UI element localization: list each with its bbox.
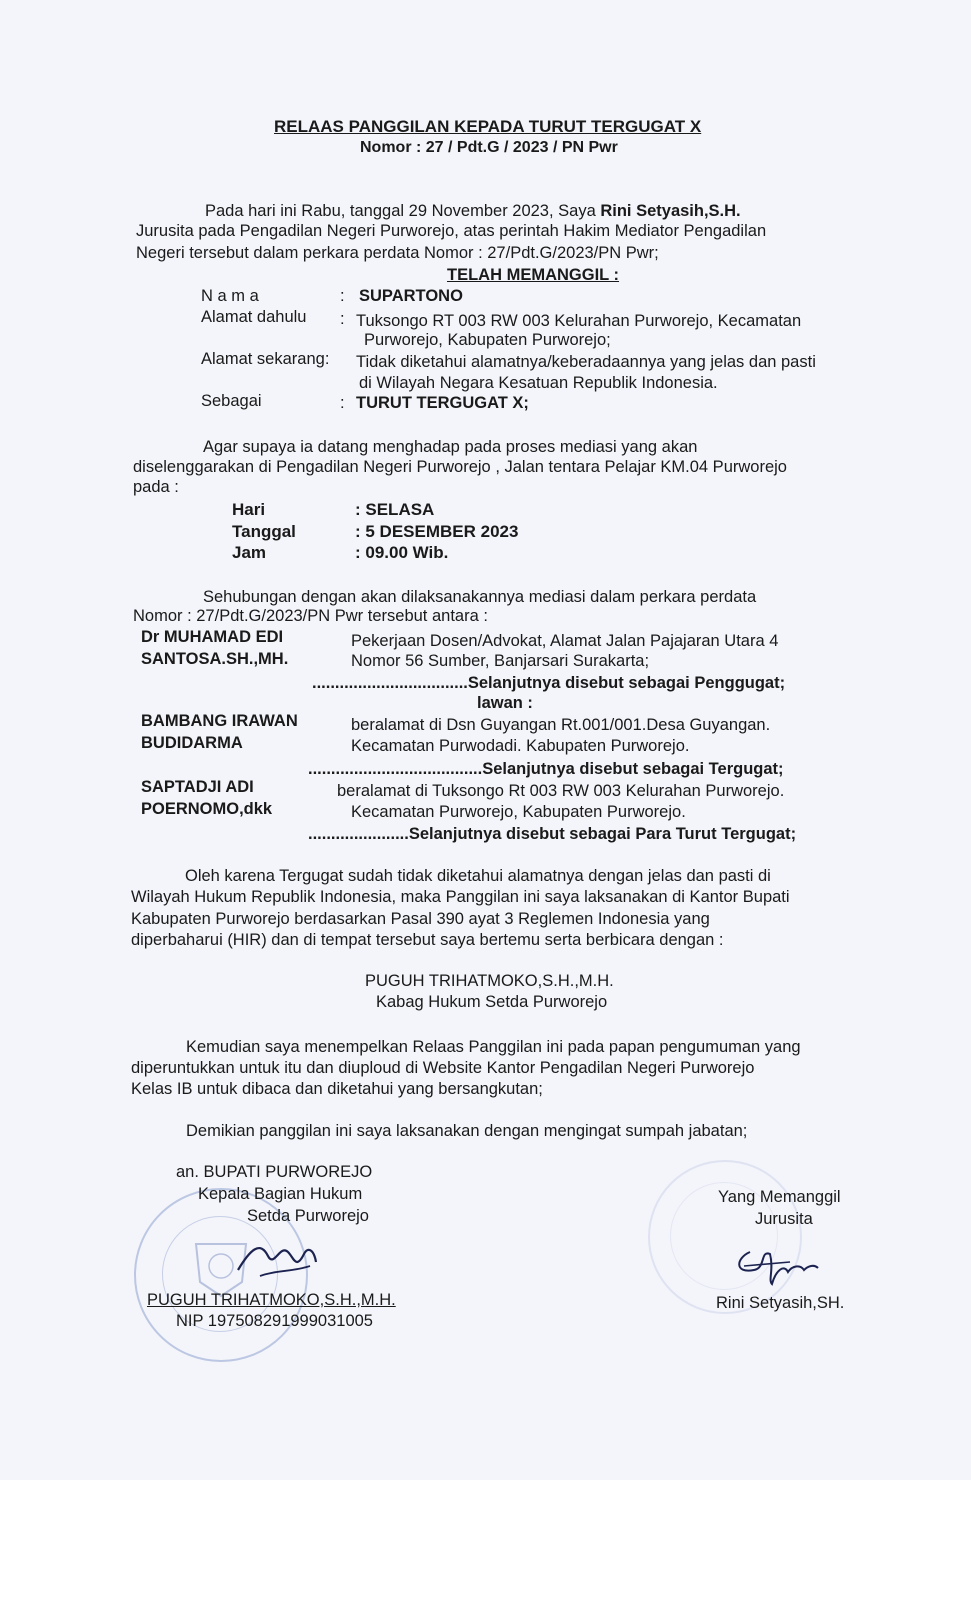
plaintiff-name-2: SANTOSA.SH.,MH. bbox=[141, 650, 289, 668]
plaintiff-dots: .................................. bbox=[312, 674, 468, 692]
name-label: N a m a bbox=[201, 287, 259, 305]
defendant-name-2: BUDIDARMA bbox=[141, 734, 243, 752]
time-value: : 09.00 Wib. bbox=[355, 543, 449, 562]
met-person-position: Kabag Hukum Setda Purworejo bbox=[376, 993, 608, 1011]
sign-left-line-1: an. BUPATI PURWOREJO bbox=[176, 1163, 373, 1181]
defendant-tag: Selanjutnya disebut sebagai Tergugat; bbox=[482, 760, 784, 778]
right-signature-icon bbox=[730, 1240, 820, 1290]
posting-line-3: Kelas IB untuk dibaca dan diketahui yang bersangkutan; bbox=[131, 1080, 543, 1098]
defendant-desc-2: Kecamatan Purwodadi. Kabupaten Purworejo. bbox=[351, 737, 690, 755]
codefendant-desc-2: Kecamatan Purworejo, Kabupaten Purworejo. bbox=[351, 803, 686, 821]
document-number: Nomor : 27 / Pdt.G / 2023 / PN Pwr bbox=[360, 139, 618, 156]
versus-label: lawan : bbox=[477, 694, 533, 712]
codefendant-desc-1: beralamat di Tuksongo Rt 003 RW 003 Kelurahan Purworejo. bbox=[337, 782, 785, 800]
name-separator: : bbox=[340, 287, 345, 305]
role-label: Sebagai bbox=[201, 392, 262, 410]
reason-line-4: diperbaharui (HIR) dan di tempat tersebut saya bertemu serta berbicara dengan : bbox=[131, 931, 724, 949]
role-separator: : bbox=[340, 394, 345, 412]
old-address-line-2: Purworejo, Kabupaten Purworejo; bbox=[364, 331, 611, 349]
intro-line-3: Negeri tersebut dalam perkara perdata Nomor : 27/Pdt.G/2023/PN Pwr; bbox=[136, 244, 659, 262]
sign-left-line-2: Kepala Bagian Hukum bbox=[198, 1185, 363, 1203]
reason-line-3: Kabupaten Purworejo berdasarkan Pasal 390 ayat 3 Reglemen Indonesia yang bbox=[131, 910, 710, 928]
reason-line-1: Oleh karena Tergugat sudah tidak diketahui alamatnya dengan jelas dan pasti di bbox=[185, 867, 771, 885]
document-title: RELAAS PANGGILAN KEPADA TURUT TERGUGAT X bbox=[274, 117, 702, 136]
defendant-designation bbox=[308, 760, 784, 779]
time-label: Jam bbox=[232, 543, 267, 562]
bailiff-name: Rini Setyasih,S.H. bbox=[600, 202, 741, 220]
role-value: TURUT TERGUGAT X; bbox=[356, 394, 529, 412]
defendant-desc-1: beralamat di Dsn Guyangan Rt.001/001.Desa Guyangan. bbox=[351, 716, 771, 734]
current-address-line-1: Tidak diketahui alamatnya/keberadaannya yang jelas dan pasti bbox=[356, 353, 816, 371]
intro-line-2: Jurusita pada Pengadilan Negeri Purworejo, atas perintah Hakim Mediator Pengadilan bbox=[136, 222, 767, 240]
intro-text: Pada hari ini Rabu, tanggal 29 November 2023, Saya bbox=[205, 202, 601, 220]
old-address-line-1: Tuksongo RT 003 RW 003 Kelurahan Purworejo, Kecamatan bbox=[356, 312, 802, 330]
closing-statement: Demikian panggilan ini saya laksanakan dengan mengingat sumpah jabatan; bbox=[186, 1122, 748, 1140]
day-value: : SELASA bbox=[355, 500, 435, 519]
date-label: Tanggal bbox=[232, 522, 296, 541]
plaintiff-designation bbox=[312, 674, 785, 693]
case-line-2: Nomor : 27/Pdt.G/2023/PN Pwr tersebut antara : bbox=[133, 607, 488, 625]
current-address-label: Alamat sekarang: bbox=[201, 350, 330, 368]
posting-line-1: Kemudian saya menempelkan Relaas Panggilan ini pada papan pengumuman yang bbox=[186, 1038, 801, 1056]
case-line-1: Sehubungan dengan akan dilaksanakannya mediasi dalam perkara perdata bbox=[203, 588, 757, 606]
defendant-dots: ...................................... bbox=[308, 760, 483, 778]
codefendant-tag: Selanjutnya disebut sebagai Para Turut Tergugat; bbox=[408, 825, 797, 843]
codefendant-name-2: POERNOMO,dkk bbox=[141, 800, 273, 818]
sign-right-line-1: Yang Memanggil bbox=[718, 1188, 841, 1206]
purpose-line-3: pada : bbox=[133, 478, 179, 496]
old-address-separator: : bbox=[340, 310, 345, 328]
sign-right-line-2: Jurusita bbox=[755, 1210, 813, 1228]
plaintiff-name-1: Dr MUHAMAD EDI bbox=[141, 628, 284, 646]
left-signature-icon bbox=[230, 1230, 320, 1290]
codefendant-name-1: SAPTADJI ADI bbox=[141, 778, 254, 796]
intro-line-1 bbox=[205, 202, 741, 221]
sign-left-line-3: Setda Purworejo bbox=[247, 1207, 369, 1225]
summoned-name: SUPARTONO bbox=[359, 287, 463, 305]
day-label: Hari bbox=[232, 500, 266, 519]
codefendant-dots: ...................... bbox=[308, 825, 409, 843]
plaintiff-desc-2: Nomor 56 Sumber, Banjarsari Surakarta; bbox=[351, 652, 650, 670]
purpose-line-2: diselenggarakan di Pengadilan Negeri Purworejo , Jalan tentara Pelajar KM.04 Purworejo bbox=[133, 458, 787, 476]
date-value: : 5 DESEMBER 2023 bbox=[355, 522, 519, 541]
current-address-line-2: di Wilayah Negara Kesatuan Republik Indonesia. bbox=[359, 374, 718, 392]
reason-line-2: Wilayah Hukum Republik Indonesia, maka Panggilan ini saya laksanakan di Kantor Bupati bbox=[131, 888, 790, 906]
plaintiff-desc-1: Pekerjaan Dosen/Advokat, Alamat Jalan Pajajaran Utara 4 bbox=[351, 632, 779, 650]
sign-right-name: Rini Setyasih,SH. bbox=[716, 1294, 845, 1312]
sign-left-name: PUGUH TRIHATMOKO,S.H.,M.H. bbox=[147, 1291, 396, 1309]
page-margin-bottom bbox=[0, 1480, 971, 1600]
posting-line-2: diperuntukkan untuk itu dan diuploud di Website Kantor Pengadilan Negeri Purworejo bbox=[131, 1059, 755, 1077]
met-person-name: PUGUH TRIHATMOKO,S.H.,M.H. bbox=[365, 972, 614, 990]
summoned-heading: TELAH MEMANGGIL : bbox=[447, 266, 620, 284]
defendant-name-1: BAMBANG IRAWAN bbox=[141, 712, 298, 730]
plaintiff-tag: Selanjutnya disebut sebagai Penggugat; bbox=[467, 674, 786, 692]
sign-left-nip: NIP 197508291999031005 bbox=[176, 1312, 373, 1330]
codefendant-designation bbox=[308, 825, 796, 844]
purpose-line-1: Agar supaya ia datang menghadap pada proses mediasi yang akan bbox=[203, 438, 698, 456]
old-address-label: Alamat dahulu bbox=[201, 308, 307, 326]
